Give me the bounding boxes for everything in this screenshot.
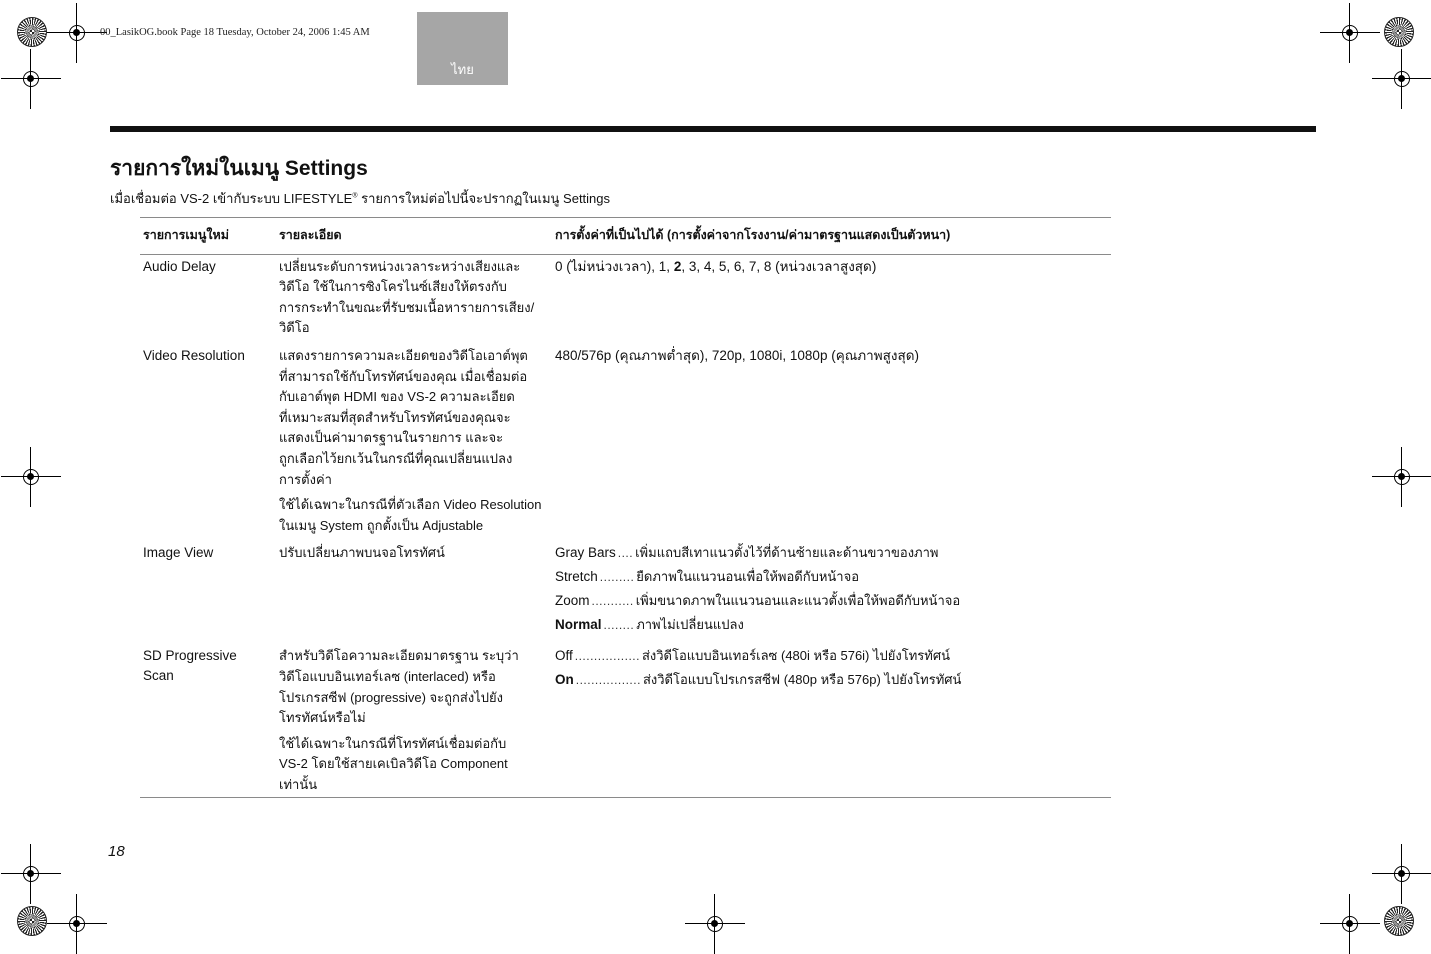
menu-item-description — [276, 344, 552, 541]
settings-values-after: , 3, 4, 5, 6, 7, 8 (หน่วงเวลาสูงสุด) — [681, 258, 877, 274]
crosshair-mark-left-middle — [1, 447, 61, 507]
registration-starburst-bottom-left — [17, 906, 47, 936]
table-row-image-view — [140, 541, 1111, 644]
crosshair-mark-bottom-left — [47, 894, 107, 954]
option-row — [555, 646, 1108, 670]
description-line: การตั้งค่า — [279, 471, 332, 487]
leader-dots: ........... — [591, 594, 634, 609]
language-tab — [417, 12, 508, 85]
crosshair-mark-left-top — [1, 49, 61, 109]
leader-dots: ................. — [575, 673, 641, 688]
menu-item-name: Video Resolution — [143, 347, 245, 363]
description-line: แสดงรายการความละเอียดของวิดีโอเอาต์พุต — [279, 347, 528, 363]
description-line: ที่เหมาะสมที่สุดสำหรับโทรทัศน์ของคุณจะ — [279, 409, 511, 425]
menu-item-settings — [552, 254, 1111, 344]
registration-starburst-bottom-right — [1384, 906, 1414, 936]
leader-dots: .... — [617, 546, 634, 561]
option-name-default: Normal — [555, 617, 602, 633]
leader-dots: ......... — [599, 570, 635, 585]
leader-dots: ........ — [603, 618, 635, 633]
crosshair-mark-right-bottom — [1372, 844, 1431, 904]
option-row — [555, 567, 1108, 591]
description-line: กับเอาต์พุต HDMI ของ VS-2 ความละเอียด — [279, 389, 515, 405]
option-row — [555, 543, 1108, 567]
description-line: โปรเกรสซีฟ (progressive) จะถูกส่งไปยัง — [279, 689, 503, 705]
description-line: วิดีโอแบบอินเทอร์เลซ (interlaced) หรือ — [279, 668, 496, 684]
settings-table — [140, 217, 1111, 798]
menu-item-settings — [552, 541, 1111, 644]
menu-item-description — [276, 254, 552, 344]
table-header-row — [140, 218, 1111, 255]
option-row — [555, 591, 1108, 615]
menu-item-name-line: Scan — [143, 668, 174, 684]
description-line: โทรทัศน์หรือไม่ — [279, 710, 366, 726]
menu-item-name: Image View — [143, 545, 214, 561]
option-name: Stretch — [555, 569, 598, 585]
intro-text-after: รายการใหม่ต่อไปนี้จะปรากฏในเมนู Settings — [357, 191, 611, 206]
description-line: สำหรับวิดีโอความละเอียดมาตรฐาน ระบุว่า — [279, 648, 519, 664]
option-description: เพิ่มแถบสีเทาแนวตั้งไว้ที่ด้านซ้ายและด้านขวาของภาพ — [635, 545, 939, 561]
option-description: เพิ่มขนาดภาพในแนวนอนและแนวตั้งเพื่อให้พอดีกับหน้าจอ — [635, 593, 961, 609]
option-description: ส่งวิดีโอแบบอินเทอร์เลซ (480i หรือ 576i) ไปยังโทรทัศน์ — [641, 648, 950, 664]
crosshair-mark-right-middle — [1372, 447, 1431, 507]
note-line: ในเมนู System ถูกตั้งเป็น Adjustable — [279, 517, 484, 533]
option-description: ส่งวิดีโอแบบโปรเกรสซีฟ (480p หรือ 576p) ไปยังโทรทัศน์ — [642, 672, 962, 688]
option-description: ยืดภาพในแนวนอนเพื่อให้พอดีกับหน้าจอ — [636, 569, 860, 585]
crosshair-mark-top-right — [1320, 3, 1380, 63]
settings-values-before: 0 (ไม่หน่วงเวลา), 1, — [555, 258, 674, 274]
description-line: การกระทำในขณะที่รับชมเนื้อหารายการเสียง/ — [279, 299, 535, 315]
crosshair-mark-bottom-center — [685, 894, 745, 954]
option-name: Gray Bars — [555, 545, 616, 561]
option-name: Zoom — [555, 593, 590, 609]
registration-starburst-top-left — [17, 17, 47, 47]
option-row — [555, 615, 1108, 639]
description-line: เปลี่ยนระดับการหน่วงเวลาระหว่างเสียงและ — [279, 258, 521, 274]
language-tab-label: ไทย — [451, 62, 474, 77]
page-title: รายการใหม่ในเมนู Settings — [110, 157, 368, 180]
option-row — [555, 670, 1108, 694]
header-description: รายละเอียด — [276, 218, 552, 255]
header-new-menu-item: รายการเมนูใหม่ — [140, 218, 276, 255]
menu-item-name-line: SD Progressive — [143, 648, 237, 664]
description-line: ที่สามารถใช้กับโทรทัศน์ของคุณ เมื่อเชื่อมต่อ — [279, 368, 528, 384]
note-line: ใช้ได้เฉพาะในกรณีที่ตัวเลือก Video Resolution — [279, 497, 542, 513]
header-possible-settings: การตั้งค่าที่เป็นไปได้ (การตั้งค่าจากโรงงาน/ค่ามาตรฐานแสดงเป็นตัวหนา) — [552, 218, 1111, 255]
description-line: วิดีโอ ใช้ในการซิงโครไนซ์เสียงให้ตรงกับ — [279, 279, 507, 295]
description-line: ถูกเลือกไว้ยกเว้นในกรณีที่คุณเปลี่ยนแปลง — [279, 450, 513, 466]
table-row-video-resolution — [140, 344, 1111, 541]
note-line: ใช้ได้เฉพาะในกรณีที่โทรทัศน์เชื่อมต่อกับ — [279, 735, 507, 751]
crosshair-mark-bottom-right — [1320, 894, 1380, 954]
description-line: วิดีโอ — [279, 320, 310, 336]
note-line: VS-2 โดยใช้สายเคเบิลวิดีโอ Component — [279, 756, 508, 772]
option-description: ภาพไม่เปลี่ยนแปลง — [636, 617, 744, 633]
option-name-default: On — [555, 672, 574, 688]
intro-paragraph — [110, 188, 610, 209]
table-row-audio-delay — [140, 254, 1111, 344]
menu-item-name — [140, 644, 276, 798]
book-file-info: 00_LasikOG.book Page 18 Tuesday, October 24, 2006 1:45 AM — [100, 27, 370, 38]
registered-mark: ® — [352, 192, 358, 200]
top-rule — [110, 126, 1316, 132]
menu-item-description — [276, 644, 552, 798]
description-line: แสดงเป็นค่ามาตรฐานในรายการ และจะ — [279, 430, 504, 446]
note-line: เท่านั้น — [279, 776, 318, 792]
menu-item-settings — [552, 644, 1111, 798]
menu-item-name: Audio Delay — [143, 258, 216, 274]
intro-text-before: เมื่อเชื่อมต่อ VS-2 เข้ากับระบบ LIFESTYLE — [110, 191, 353, 206]
registration-starburst-top-right — [1384, 17, 1414, 47]
menu-item-description: ปรับเปลี่ยนภาพบนจอโทรทัศน์ — [279, 545, 445, 561]
leader-dots: ................. — [574, 649, 640, 664]
menu-item-settings: 480/576p (คุณภาพต่ำสุด), 720p, 1080i, 1080p (คุณภาพสูงสุด) — [555, 347, 919, 363]
default-value: 2 — [673, 258, 682, 274]
page-number: 18 — [108, 843, 125, 860]
option-name: Off — [555, 648, 573, 664]
crosshair-mark-right-top — [1372, 49, 1431, 109]
table-row-sd-progressive-scan — [140, 644, 1111, 798]
